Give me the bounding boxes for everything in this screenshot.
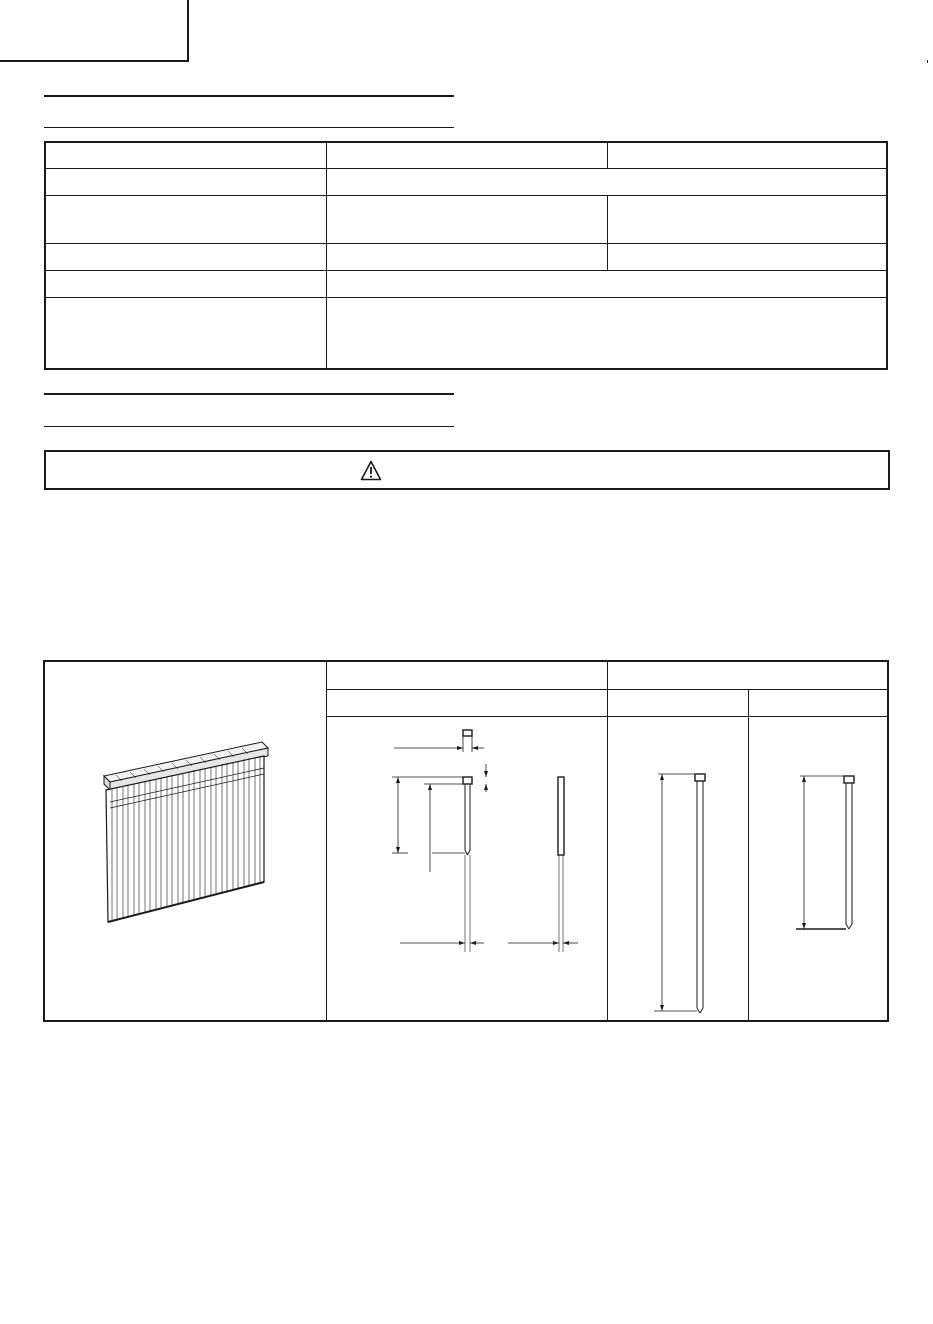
long-nail-diagram	[650, 770, 720, 1016]
spec-row-divider	[46, 243, 886, 244]
section-2-rule-bottom	[44, 426, 454, 427]
spec-col-divider	[607, 195, 608, 270]
spec-row-divider	[46, 168, 886, 169]
spec-row-divider	[46, 195, 886, 196]
nail-dimension-diagram	[384, 724, 584, 956]
fastener-header-divider	[326, 716, 887, 717]
fastener-col-divider	[748, 689, 749, 1020]
caution-bar	[44, 450, 890, 490]
spec-col-divider	[607, 143, 608, 168]
margin-tick	[927, 60, 928, 63]
spec-col-divider	[326, 143, 327, 368]
section-2-rule-top	[44, 393, 454, 395]
spec-row-divider	[46, 270, 886, 271]
language-tab	[0, 0, 189, 62]
warning-triangle-icon	[360, 460, 382, 481]
section-1-rule-bottom	[44, 127, 454, 128]
spec-row-divider	[46, 297, 886, 298]
short-nail-diagram	[792, 772, 862, 934]
nail-strip-illustration	[96, 736, 276, 928]
fastener-header-divider	[326, 689, 887, 690]
specifications-table	[44, 141, 888, 370]
section-1-rule-top	[44, 95, 454, 97]
